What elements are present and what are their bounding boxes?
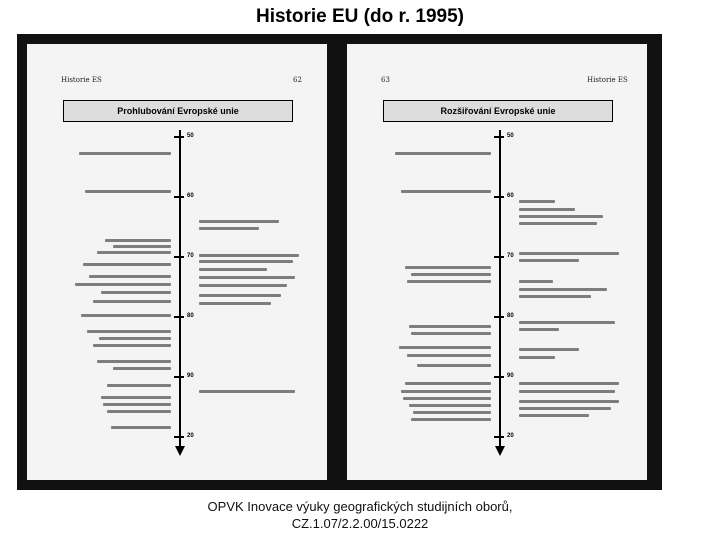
scanned-text-line — [97, 360, 171, 363]
scanned-text-line — [519, 321, 615, 324]
scanned-text-line — [199, 268, 267, 271]
scanned-text-line — [199, 302, 271, 305]
scanned-text-line — [85, 190, 171, 193]
right-year-label: 50 — [507, 133, 514, 139]
scanned-text-line — [113, 367, 171, 370]
left-year-label: 20 — [187, 433, 194, 439]
scanned-text-line — [403, 397, 491, 400]
left-year-label: 60 — [187, 193, 194, 199]
scanned-text-line — [411, 332, 491, 335]
scanned-text-line — [105, 239, 171, 242]
scanned-text-line — [519, 356, 555, 359]
scanned-text-line — [519, 400, 619, 403]
right-tick — [494, 136, 504, 138]
scanned-text-line — [199, 284, 287, 287]
scanned-text-line — [75, 283, 171, 286]
slide-title: Historie EU (do r. 1995) — [255, 6, 464, 27]
scanned-text-line — [101, 291, 171, 294]
right-tick — [494, 316, 504, 318]
right-page-number: 63 — [381, 76, 390, 84]
right-timeline-arrow — [495, 446, 505, 456]
scanned-book-spread — [17, 34, 662, 490]
scanned-text-line — [519, 382, 619, 385]
right-page-header: Historie ES — [587, 76, 628, 84]
left-page-number: 62 — [293, 76, 302, 84]
scanned-text-line — [87, 330, 171, 333]
right-tick — [494, 196, 504, 198]
scanned-text-line — [107, 410, 171, 413]
scanned-text-line — [411, 418, 491, 421]
scanned-text-line — [519, 288, 607, 291]
scanned-text-line — [519, 208, 575, 211]
scanned-text-line — [395, 152, 491, 155]
left-tick — [174, 196, 184, 198]
left-year-label: 90 — [187, 373, 194, 379]
scanned-text-line — [107, 384, 171, 387]
left-tick — [174, 136, 184, 138]
scanned-text-line — [519, 407, 611, 410]
scanned-text-line — [93, 300, 171, 303]
right-year-label: 70 — [507, 253, 514, 259]
scanned-text-line — [83, 263, 171, 266]
scanned-text-line — [101, 396, 171, 399]
scanned-text-line — [113, 245, 171, 248]
right-year-label: 60 — [507, 193, 514, 199]
scanned-text-line — [417, 364, 491, 367]
scanned-text-line — [519, 259, 579, 262]
scanned-text-line — [519, 252, 619, 255]
right-year-label: 20 — [507, 433, 514, 439]
left-page-header: Historie ES — [61, 76, 102, 84]
left-year-label: 70 — [187, 253, 194, 259]
scanned-text-line — [99, 337, 171, 340]
scanned-text-line — [407, 280, 491, 283]
scanned-text-line — [93, 344, 171, 347]
footer — [0, 498, 720, 532]
scanned-text-line — [405, 266, 491, 269]
left-tick — [174, 256, 184, 258]
scanned-text-line — [519, 390, 615, 393]
scanned-text-line — [199, 390, 295, 393]
left-timeline-arrow — [175, 446, 185, 456]
right-tick — [494, 436, 504, 438]
scanned-text-line — [519, 215, 603, 218]
scanned-text-line — [519, 295, 591, 298]
scanned-text-line — [79, 152, 171, 155]
left-tick — [174, 316, 184, 318]
right-tick — [494, 376, 504, 378]
footer-line-1: OPVK Inovace výuky geografických studijních oborů, — [207, 499, 513, 514]
scanned-text-line — [97, 251, 171, 254]
scanned-text-line — [89, 275, 171, 278]
left-timeline-axis — [179, 130, 181, 448]
left-tick — [174, 376, 184, 378]
left-page — [27, 44, 327, 480]
scanned-text-line — [519, 328, 559, 331]
scanned-text-line — [401, 190, 491, 193]
scanned-text-line — [519, 414, 589, 417]
left-section-title: Prohlubování Evropské unie — [63, 100, 293, 122]
left-year-label: 80 — [187, 313, 194, 319]
right-year-label: 90 — [507, 373, 514, 379]
footer-line-2: CZ.1.07/2.2.00/15.0222 — [291, 516, 429, 531]
scanned-text-line — [407, 354, 491, 357]
left-year-label: 50 — [187, 133, 194, 139]
scanned-text-line — [199, 294, 281, 297]
right-tick — [494, 256, 504, 258]
scanned-text-line — [411, 273, 491, 276]
left-tick — [174, 436, 184, 438]
scanned-text-line — [519, 222, 597, 225]
scanned-text-line — [199, 276, 295, 279]
scanned-text-line — [399, 346, 491, 349]
right-timeline-axis — [499, 130, 501, 448]
right-section-title: Rozšiřování Evropské unie — [383, 100, 613, 122]
scanned-text-line — [413, 411, 491, 414]
scanned-text-line — [103, 403, 171, 406]
scanned-text-line — [401, 390, 491, 393]
right-page — [347, 44, 647, 480]
scanned-text-line — [405, 382, 491, 385]
scanned-text-line — [199, 260, 293, 263]
scanned-text-line — [199, 220, 279, 223]
scanned-text-line — [111, 426, 171, 429]
scanned-text-line — [519, 280, 553, 283]
scanned-text-line — [409, 404, 491, 407]
scanned-text-line — [199, 227, 259, 230]
scanned-text-line — [199, 254, 299, 257]
scanned-text-line — [519, 348, 579, 351]
scanned-text-line — [519, 200, 555, 203]
right-year-label: 80 — [507, 313, 514, 319]
scanned-text-line — [409, 325, 491, 328]
scanned-text-line — [81, 314, 171, 317]
